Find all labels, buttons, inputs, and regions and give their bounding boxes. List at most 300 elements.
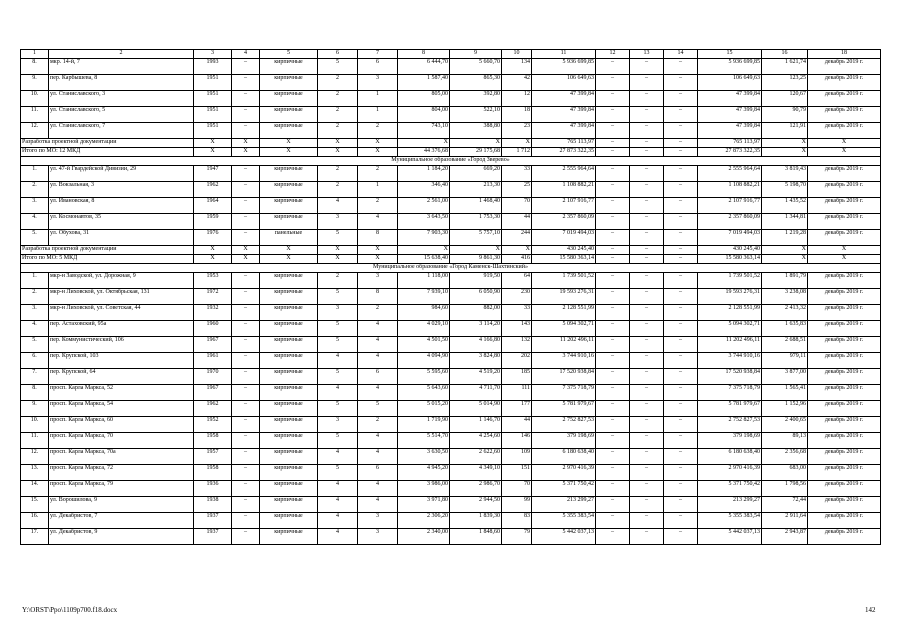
table-cell: 109 [502,449,532,465]
table-cell: – [596,305,630,321]
table-cell: – [664,337,698,353]
table-cell: 2 340,00 [398,529,450,545]
table-cell: 2 [358,305,398,321]
table-cell: – [664,230,698,246]
table-cell: 5 514,70 [398,433,450,449]
table-cell: 79 [502,529,532,545]
table-cell: 7 375 718,79 [532,385,596,401]
table-cell: 99 [502,497,532,513]
table-cell: 522,10 [450,107,502,123]
table-cell: 11 202 496,11 [698,337,762,353]
summary-cell: Х [808,255,881,264]
table-cell: кирпичные [260,321,318,337]
summary-cell: Х [232,246,260,255]
table-cell: 1 719,90 [398,417,450,433]
table-cell: 47 399,84 [532,91,596,107]
header-cell: 15 [698,50,762,59]
summary-cell: Х [808,139,881,148]
table-cell: – [630,107,664,123]
table-cell: 4 [358,353,398,369]
table-cell: кирпичные [260,273,318,289]
table-cell: 2 [358,198,398,214]
table-cell: декабрь 2019 г. [808,497,881,513]
table-cell: 3 643,50 [398,214,450,230]
table-cell: 683,00 [762,465,808,481]
table-cell: 1951 [194,123,232,139]
summary-cell: 1 712 [502,148,532,157]
table-cell: 1 839,30 [450,513,502,529]
header-cell: 6 [318,50,358,59]
table-cell: – [596,75,630,91]
summary-cell: Х [194,148,232,157]
table-cell: 3 [358,75,398,91]
table-cell: 5 [318,465,358,481]
summary-cell: 416 [502,255,532,264]
table-row [21,321,881,337]
table-cell: кирпичные [260,182,318,198]
summary-cell: Х [450,139,502,148]
table-cell: 7 019 494,03 [698,230,762,246]
table-row [21,75,881,91]
table-cell: 8 [358,230,398,246]
table-cell: – [664,513,698,529]
table-cell: 2 306,20 [398,513,450,529]
table-cell: – [232,230,260,246]
table-cell: декабрь 2019 г. [808,107,881,123]
table-cell: – [232,369,260,385]
table-cell: 4 [358,481,398,497]
table-cell: 1 108 882,21 [698,182,762,198]
table-cell: кирпичные [260,75,318,91]
table-cell: декабрь 2019 г. [808,289,881,305]
table-row [21,417,881,433]
table-cell: кирпичные [260,198,318,214]
table-row [21,449,881,465]
table-cell: 1 798,56 [762,481,808,497]
table-row [21,433,881,449]
table-cell: 5 [318,401,358,417]
table-cell: – [664,353,698,369]
table-cell: 146 [502,433,532,449]
table-cell: 5 015,20 [398,401,450,417]
summary-cell: 430 245,40 [698,246,762,255]
table-cell: 1937 [194,529,232,545]
table-cell: – [664,481,698,497]
table-cell: – [232,529,260,545]
table-cell: 12 [502,91,532,107]
table-cell: 1993 [194,59,232,75]
table-cell: 5 094 302,71 [698,321,762,337]
table-cell: – [630,198,664,214]
table-cell: 8. [21,385,49,401]
table-cell: – [664,401,698,417]
summary-cell: – [596,148,630,157]
table-cell: 5 781 979,67 [532,401,596,417]
summary-cell: Х [260,255,318,264]
table-cell: кирпичные [260,433,318,449]
table-cell: 1953 [194,273,232,289]
table-cell: – [630,166,664,182]
table-cell: 185 [502,369,532,385]
summary-cell: Х [232,255,260,264]
table-cell: 346,40 [398,182,450,198]
table-cell: 13. [21,465,49,481]
table-cell: 2 [318,273,358,289]
header-cell: 1 [21,50,49,59]
table-cell: – [664,214,698,230]
table-cell: просп. Карла Маркса, 52 [49,385,194,401]
table-cell: 33 [502,166,532,182]
table-cell: декабрь 2019 г. [808,513,881,529]
table-cell: 4. [21,214,49,230]
table-cell: 3 [318,305,358,321]
table-cell: – [232,433,260,449]
table-cell: декабрь 2019 г. [808,230,881,246]
table-cell: – [664,433,698,449]
header-cell: 11 [532,50,596,59]
summary-cell: – [664,246,698,255]
table-cell: – [232,513,260,529]
table-cell: 5 [318,433,358,449]
table-cell: 1970 [194,369,232,385]
summary-row [21,139,881,148]
table-cell: кирпичные [260,107,318,123]
table-cell: 16. [21,513,49,529]
table-cell: 2 911,64 [762,513,808,529]
table-cell: ул. 47-й Гвардейской Дивизии, 29 [49,166,194,182]
summary-cell: Х [762,255,808,264]
summary-cell: – [664,148,698,157]
table-cell: – [596,385,630,401]
summary-cell: Х [502,246,532,255]
table-cell: 134 [502,59,532,75]
table-cell: – [232,353,260,369]
summary-cell: Х [318,148,358,157]
table-cell: 213 299,27 [698,497,762,513]
summary-row [21,148,881,157]
table-row [21,123,881,139]
table-cell: 4 [318,481,358,497]
table-row [21,230,881,246]
table-row [21,166,881,182]
table-row [21,198,881,214]
table-cell: 1952 [194,417,232,433]
section-title: Муниципальное образование «Город Зверево» [21,157,881,166]
table-cell: 17 520 938,84 [532,369,596,385]
section-row [21,157,881,166]
table-cell: 4 094,90 [398,353,450,369]
summary-cell: Х [318,246,358,255]
table-cell: декабрь 2019 г. [808,417,881,433]
table-cell: кирпичные [260,449,318,465]
table-cell: 5 595,60 [398,369,450,385]
table-row [21,497,881,513]
table-cell: 11 202 496,11 [532,337,596,353]
table-cell: 213 299,27 [532,497,596,513]
table-cell: кирпичные [260,417,318,433]
table-cell: 143 [502,321,532,337]
table-cell: кирпичные [260,337,318,353]
summary-label: Итого по МО: 5 МКД [21,255,194,264]
table-cell: 388,80 [450,123,502,139]
table-cell: пер. Коммунистический, 106 [49,337,194,353]
header-cell: 9 [450,50,502,59]
table-cell: – [232,166,260,182]
table-cell: – [232,385,260,401]
table-cell: – [596,369,630,385]
summary-cell: – [630,148,664,157]
table-cell: декабрь 2019 г. [808,449,881,465]
table-cell: 5. [21,230,49,246]
table-cell: 2 357 860,09 [532,214,596,230]
table-cell: 19 593 276,31 [698,289,762,305]
table-cell: 1 435,52 [762,198,808,214]
table-cell: 1962 [194,401,232,417]
table-cell: – [596,513,630,529]
summary-cell: Х [194,246,232,255]
table-cell: 230 [502,289,532,305]
table-cell: 1972 [194,289,232,305]
table-cell: 3 744 910,16 [532,353,596,369]
table-cell: 5 781 979,67 [698,401,762,417]
summary-cell: Х [808,148,881,157]
table-cell: кирпичные [260,353,318,369]
table-cell: 805,00 [398,91,450,107]
table-cell: 3 986,00 [398,481,450,497]
table-cell: – [664,166,698,182]
table-cell: кирпичные [260,289,318,305]
table-cell: 1 468,40 [450,198,502,214]
table-cell: ул. Вокзальная, 3 [49,182,194,198]
table-cell: пер. Астаховский, 95а [49,321,194,337]
table-cell: кирпичные [260,123,318,139]
table-cell: – [630,433,664,449]
table-cell: ул. Декабристов, 7 [49,513,194,529]
table-cell: 1958 [194,433,232,449]
table-cell: 1 146,70 [450,417,502,433]
summary-cell: 44 376,68 [398,148,450,157]
table-cell: 1 635,83 [762,321,808,337]
table-cell: 6 180 638,40 [532,449,596,465]
table-cell: 4 [358,385,398,401]
table-row [21,385,881,401]
table-cell: 12. [21,449,49,465]
table-cell: – [664,369,698,385]
summary-cell: 765 113,97 [698,139,762,148]
summary-cell: Х [762,246,808,255]
table-cell: декабрь 2019 г. [808,353,881,369]
table-cell: 132 [502,337,532,353]
section-row [21,264,881,273]
table-body [21,50,881,545]
summary-cell: 765 113,97 [532,139,596,148]
table-cell: 1951 [194,107,232,123]
table-cell: 10. [21,91,49,107]
table-cell: 1 739 501,52 [532,273,596,289]
table-cell: – [664,91,698,107]
table-cell: 2 128 551,99 [698,305,762,321]
table-cell: 7 939,10 [398,289,450,305]
table-cell: – [664,417,698,433]
summary-cell: – [630,139,664,148]
table-cell: 5 355 383,54 [532,513,596,529]
table-cell: – [596,497,630,513]
table-cell: 4 945,20 [398,465,450,481]
table-cell: 3 877,00 [762,369,808,385]
table-cell: – [596,529,630,545]
table-cell: – [596,449,630,465]
table-cell: кирпичные [260,401,318,417]
table-cell: – [232,497,260,513]
table-cell: – [232,337,260,353]
table-cell: декабрь 2019 г. [808,321,881,337]
table-cell: 1 344,81 [762,214,808,230]
table-cell: 1976 [194,230,232,246]
table-cell: 1932 [194,305,232,321]
summary-cell: 27 873 322,35 [698,148,762,157]
summary-cell: 27 873 322,35 [532,148,596,157]
table-cell: 17. [21,529,49,545]
table-cell: 1 219,28 [762,230,808,246]
table-cell: – [596,353,630,369]
table-cell: – [232,273,260,289]
table-cell: декабрь 2019 г. [808,385,881,401]
table-cell: 17 520 938,84 [698,369,762,385]
table-cell: – [232,321,260,337]
table-cell: 123,25 [762,75,808,91]
table-cell: 1 [358,91,398,107]
table-cell: 5 355 383,54 [698,513,762,529]
table-cell: – [596,417,630,433]
table-cell: 6 [358,369,398,385]
table-cell: пер. Крупской, 103 [49,353,194,369]
table-cell: 4 254,60 [450,433,502,449]
table-row [21,107,881,123]
table-cell: 979,11 [762,353,808,369]
table-cell: 1 848,60 [450,529,502,545]
table-cell: – [630,481,664,497]
table-cell: декабрь 2019 г. [808,198,881,214]
summary-cell: – [630,255,664,264]
table-cell: – [232,107,260,123]
table-cell: 743,10 [398,123,450,139]
summary-cell: – [596,246,630,255]
table-cell: – [596,401,630,417]
table-cell: 4 166,80 [450,337,502,353]
table-cell: 9. [21,401,49,417]
table-cell: 4 [318,529,358,545]
table-cell: 5 [318,289,358,305]
table-cell: 2 752 827,53 [698,417,762,433]
table-cell: 3 238,08 [762,289,808,305]
table-cell: – [630,182,664,198]
table-cell: – [596,166,630,182]
table-cell: 4 [318,385,358,401]
table-cell: 1 565,41 [762,385,808,401]
table-cell: 23 [502,123,532,139]
summary-cell: Х [232,148,260,157]
table-cell: 3 630,50 [398,449,450,465]
summary-cell: Х [358,246,398,255]
table-cell: – [232,91,260,107]
table-cell: 47 399,84 [698,107,762,123]
table-cell: 882,00 [450,305,502,321]
table-cell: 4 501,50 [398,337,450,353]
table-cell: ул. Ворошилова, 9 [49,497,194,513]
table-cell: – [630,321,664,337]
header-cell: 8 [398,50,450,59]
table-cell: 1 118,00 [398,273,450,289]
header-row [21,50,881,59]
table-cell: – [232,449,260,465]
table-cell: 2 555 964,64 [698,166,762,182]
table-cell: просп. Карла Маркса, 72 [49,465,194,481]
table-cell: – [630,529,664,545]
table-cell: – [664,182,698,198]
table-cell: 5 014,90 [450,401,502,417]
table-cell: – [664,497,698,513]
table-cell: – [664,198,698,214]
table-cell: 5 371 750,42 [698,481,762,497]
table-cell: просп. Карла Маркса, 70 [49,433,194,449]
table-cell: – [596,182,630,198]
table-cell: мкр-н Заводской, ул. Дорожная, 9 [49,273,194,289]
table-cell: 3 [358,513,398,529]
summary-cell: Х [232,139,260,148]
table-cell: 19 593 276,31 [532,289,596,305]
table-cell: 5 [318,369,358,385]
table-cell: 2 [318,166,358,182]
table-row [21,214,881,230]
table-cell: декабрь 2019 г. [808,337,881,353]
table-cell: 1 108 882,21 [532,182,596,198]
table-cell: – [630,305,664,321]
table-cell: 4 [318,513,358,529]
summary-cell: Х [808,246,881,255]
table-cell: – [596,465,630,481]
table-cell: – [630,449,664,465]
header-cell: 10 [502,50,532,59]
page-number: 142 [865,606,876,614]
table-cell: кирпичные [260,465,318,481]
header-cell: 13 [630,50,664,59]
table-cell: 83 [502,513,532,529]
table-cell: – [630,91,664,107]
table-cell: 177 [502,401,532,417]
table-cell: 10. [21,417,49,433]
table-cell: 70 [502,481,532,497]
table-cell: – [630,289,664,305]
header-cell: 3 [194,50,232,59]
table-cell: кирпичные [260,91,318,107]
table-cell: декабрь 2019 г. [808,433,881,449]
table-cell: – [596,337,630,353]
summary-cell: – [596,255,630,264]
table-cell: – [664,321,698,337]
table-cell: 1951 [194,75,232,91]
table-row [21,273,881,289]
table-cell: пер. Крупской, 64 [49,369,194,385]
table-cell: 2 [318,123,358,139]
table-cell: кирпичные [260,214,318,230]
table-cell: просп. Карла Маркса, 79 [49,481,194,497]
summary-cell: Х [762,148,808,157]
table-cell: 4 [318,198,358,214]
table-cell: – [630,401,664,417]
table-cell: – [630,230,664,246]
table-cell: декабрь 2019 г. [808,182,881,198]
table-cell: 5 [318,230,358,246]
